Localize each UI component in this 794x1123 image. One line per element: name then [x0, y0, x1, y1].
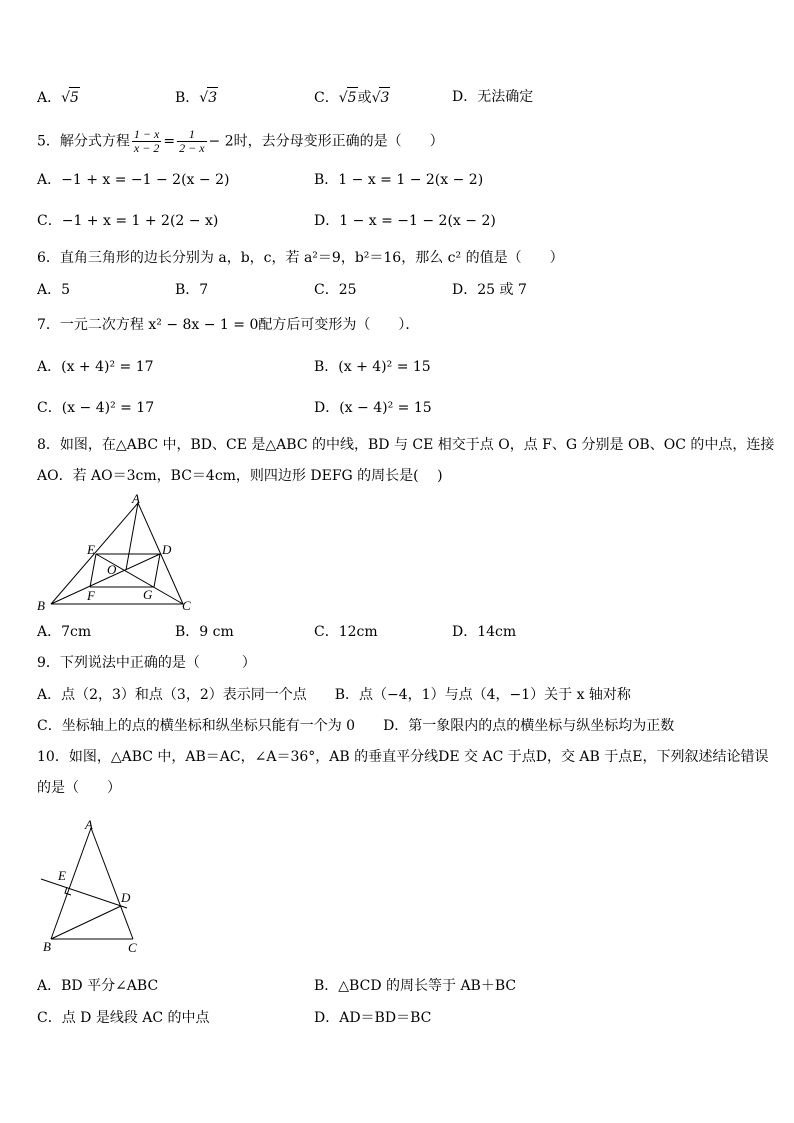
q10-option-b[interactable]: B．△BCD 的周长等于 AB＋BC [314, 978, 517, 994]
q8-segment-dg [154, 554, 160, 587]
q5-fraction-2: $\frac{1}{2 - x}$ [179, 127, 205, 155]
q8-label-a: A [132, 492, 140, 506]
q8-label-g: G [143, 587, 153, 602]
q6-option-c[interactable]: C．25 [314, 282, 357, 298]
q9-options-ab[interactable]: A．点（2，3）和点（3，2）表示同一个点 B．点（−4，1）与点（4，−1）关于 x 轴对称 [37, 687, 631, 703]
q8-segment-ao [126, 503, 138, 570]
q10-label-c: C [128, 940, 137, 955]
q4-option-a-radicand: 5 [69, 87, 80, 108]
q9-options-cd[interactable]: C．坐标轴上的点的横坐标和纵坐标只能有一个为 0 D．第一象限内的点的横坐标与纵坐标均为正数 [37, 718, 675, 734]
q5-stem: 5．解分式方程 $\frac{1 - x}{x - 2}$ = $\frac{1}{2 - x}$ − 2时，去分母变形正确的是（ ） [37, 127, 444, 155]
q10-stem-line-1: 10．如图，△ABC 中，AB＝AC，∠A＝36°，AB 的垂直平分线DE 交 AC 于点D，交 AB 于点E，下列叙述结论错误 [37, 749, 769, 765]
q8-option-a[interactable]: A．7cm [37, 624, 92, 640]
q10-label-a: A [85, 817, 93, 832]
q5-option-a[interactable]: A．−1 + x = −1 − 2(x − 2) [37, 172, 230, 188]
q8-label-b: B [37, 598, 45, 613]
q8-option-b[interactable]: B．9 cm [175, 624, 234, 640]
q4-option-b[interactable]: B．√3 [175, 87, 218, 108]
q8-segment-ef [90, 554, 96, 587]
q7-option-a[interactable]: A．(x + 4)² = 17 [37, 359, 154, 375]
q8-option-c[interactable]: C．12cm [314, 624, 378, 640]
q8-label-c: C [182, 598, 191, 613]
q4-option-c[interactable]: C．√5或√3 [314, 87, 390, 108]
q6-stem: 6．直角三角形的边长分别为 a，b，c，若 a²＝9，b²＝16，那么 c² 的值是（ ） [37, 250, 564, 266]
q4-option-a[interactable]: A．√5 [37, 87, 80, 108]
q10-option-a[interactable]: A．BD 平分∠ABC [37, 978, 159, 994]
q9-stem: 9．下列说法中正确的是（ ） [37, 655, 256, 671]
q7-option-d[interactable]: D．(x − 4)² = 15 [314, 400, 432, 416]
q10-label-e: E [58, 868, 66, 883]
q10-label-d: D [121, 890, 131, 905]
q8-label-o: O [107, 562, 117, 577]
q7-option-c[interactable]: C．(x − 4)² = 17 [37, 400, 155, 416]
q8-label-e: E [87, 542, 95, 557]
q8-label-f: F [87, 588, 95, 603]
q8-stem-line-2: AO．若 AO＝3cm，BC＝4cm，则四边形 DEFG 的周长是( ) [37, 468, 443, 484]
q10-option-d[interactable]: D．AD＝BD＝BC [314, 1010, 432, 1026]
q5-option-b[interactable]: B．1 − x = 1 − 2(x − 2) [314, 172, 484, 188]
q8-option-d[interactable]: D．14cm [452, 624, 517, 640]
q8-label-d: D [162, 542, 172, 557]
q8-stem-line-1: 8．如图，在△ABC 中，BD、CE 是△ABC 的中线，BD 与 CE 相交于点 O，点 F、G 分别是 OB、OC 的中点，连接 [37, 437, 775, 453]
q7-stem: 7．一元二次方程 x² − 8x − 1 = 0配方后可变形为（ ）． [37, 317, 420, 333]
q6-option-b[interactable]: B．7 [175, 282, 209, 298]
q10-perpendicular-bisector [41, 879, 127, 908]
q10-option-c[interactable]: C．点 D 是线段 AC 的中点 [37, 1010, 210, 1026]
q6-option-a[interactable]: A．5 [37, 282, 71, 298]
q10-label-b: B [43, 939, 51, 954]
q5-fraction-1: $\frac{1 - x}{x - 2}$ [133, 127, 160, 155]
q7-option-b[interactable]: B．(x + 4)² = 15 [314, 359, 431, 375]
q5-option-d[interactable]: D．1 − x = −1 − 2(x − 2) [314, 213, 496, 229]
q10-stem-line-2: 的是（ ） [37, 780, 121, 796]
q4-option-b-radicand: 3 [207, 87, 218, 108]
q8-figure [30, 492, 205, 617]
q6-option-d[interactable]: D．25 或 7 [452, 282, 527, 298]
q10-figure [35, 810, 160, 960]
q5-option-c[interactable]: C．−1 + x = 1 + 2(2 − x) [37, 213, 219, 229]
q10-side-ab [51, 828, 91, 939]
q4-option-d[interactable]: D．无法确定 [452, 89, 534, 105]
q10-side-ac [91, 828, 133, 939]
